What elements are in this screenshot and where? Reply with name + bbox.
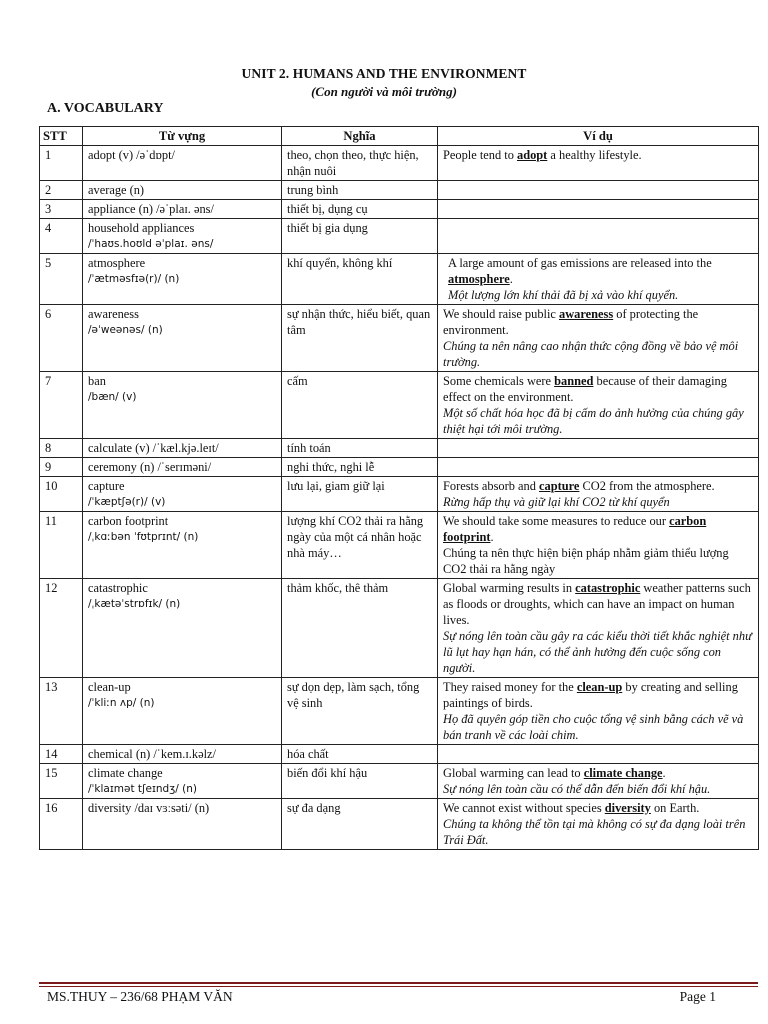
example-translation: Sự nóng lên toàn cầu gây ra các kiểu thời tiết khắc nghiệt như lũ lụt hay hạn hán, có thể ảnh hưởng đến cuộc sống con người. <box>443 629 752 675</box>
example-text: We should raise public <box>443 307 559 321</box>
vocab-example-cell <box>438 764 759 799</box>
vocab-word-cell <box>83 372 282 439</box>
example-keyword: clean-up <box>576 680 623 694</box>
table-row <box>40 799 759 850</box>
vocab-meaning: trung bình <box>282 181 438 200</box>
example-keyword: adopt <box>517 148 548 162</box>
table-row <box>40 219 759 254</box>
vocab-pronunciation: /bæn/ (v) <box>88 391 137 403</box>
vocab-pronunciation: /ˈkliːn ʌp/ (n) <box>88 697 155 709</box>
row-number: 9 <box>40 458 83 477</box>
vocab-pronunciation: /ˌkɑːbən ˈfʊtprɪnt/ (n) <box>88 531 199 543</box>
example-translation: Chúng ta nên thực hiện biện pháp nhằm giảm thiểu lượng CO2 thải ra hằng ngày <box>443 546 729 576</box>
vocab-word: appliance (n) /əˈplaɪ. əns/ <box>88 202 214 216</box>
vocab-word: calculate (v) /ˈkæl.kjə.leɪt/ <box>88 441 219 455</box>
table-row <box>40 305 759 372</box>
example-translation: Chúng ta nên nâng cao nhận thức cộng đồng về bảo vệ môi trường. <box>443 339 739 369</box>
vocab-example-cell <box>438 678 759 745</box>
vocab-meaning: hóa chất <box>282 745 438 764</box>
unit-title: UNIT 2. HUMANS AND THE ENVIRONMENT <box>241 66 527 81</box>
vocab-pronunciation: /ˈklaɪmət tʃeɪndʒ/ (n) <box>88 783 198 795</box>
vocab-pronunciation: /ˌkætəˈstrɒfɪk/ (n) <box>88 598 181 610</box>
vocab-word: diversity /daɪ vɜːsəti/ (n) <box>88 801 210 815</box>
vocab-word-cell <box>83 219 282 254</box>
vocab-example-cell <box>438 372 759 439</box>
example-translation: Sự nóng lên toàn cầu có thể dẫn đến biến đổi khí hậu. <box>443 782 711 796</box>
vocab-pronunciation: /ˈhaʊs.hoʊld əˈplaɪ. əns/ <box>88 238 214 250</box>
table-row <box>40 254 759 305</box>
table-row <box>40 439 759 458</box>
vocab-word-cell <box>83 579 282 678</box>
example-keyword: catastrophic <box>575 581 641 595</box>
footer-divider <box>39 982 758 984</box>
vocab-meaning: khí quyển, không khí <box>282 254 438 305</box>
vocab-word-cell <box>83 745 282 764</box>
header-word: Từ vựng <box>83 127 282 146</box>
example-text: Global warming results in <box>443 581 576 595</box>
table-row <box>40 678 759 745</box>
vocab-word: clean-up <box>88 680 131 694</box>
example-text: People tend to <box>443 148 517 162</box>
table-row <box>40 372 759 439</box>
example-text-end: of protecting the environment. <box>443 307 699 337</box>
vocab-word-cell <box>83 678 282 745</box>
table-row <box>40 764 759 799</box>
vocab-word-cell <box>83 200 282 219</box>
row-number: 7 <box>40 372 83 439</box>
example-text-end: weather patterns such as floods or droughts, which can have an impact on human lives. <box>443 581 751 627</box>
table-row <box>40 477 759 512</box>
vocab-word: household appliances <box>88 221 195 235</box>
vocab-example-cell <box>438 458 759 477</box>
example-text-end: . <box>509 272 513 286</box>
vocab-meaning: sự nhận thức, hiểu biết, quan tâm <box>282 305 438 372</box>
vocab-pronunciation: /əˈweənəs/ (n) <box>88 324 163 336</box>
example-text-end: because of their damaging effect on the environment. <box>443 374 727 404</box>
vocab-word-cell <box>83 305 282 372</box>
vocab-example-cell <box>438 579 759 678</box>
row-number: 4 <box>40 219 83 254</box>
vocab-word-cell <box>83 477 282 512</box>
vocab-example-cell <box>438 799 759 850</box>
vocab-word: awareness <box>88 307 139 321</box>
vocab-word-cell <box>83 181 282 200</box>
vocab-meaning: lượng khí CO2 thải ra hằng ngày của một cá nhân hoặc nhà máy… <box>282 512 438 579</box>
row-number: 6 <box>40 305 83 372</box>
vocab-pronunciation: /ˈkæptʃə(r)/ (v) <box>88 496 166 508</box>
example-text-end: on Earth. <box>650 801 700 815</box>
row-number: 8 <box>40 439 83 458</box>
vocab-example-cell <box>438 181 759 200</box>
vocab-word-cell <box>83 799 282 850</box>
vocab-meaning: thảm khốc, thê thảm <box>282 579 438 678</box>
row-number: 2 <box>40 181 83 200</box>
example-keyword: capture <box>539 479 580 493</box>
example-keyword: atmosphere <box>448 272 510 286</box>
example-keyword: diversity <box>604 801 651 815</box>
table-row <box>40 146 759 181</box>
vocab-word: climate change <box>88 766 163 780</box>
vocab-meaning: nghi thức, nghi lễ <box>282 458 438 477</box>
table-row <box>40 458 759 477</box>
row-number: 15 <box>40 764 83 799</box>
vocab-word: adopt (v) /əˈdɒpt/ <box>88 148 175 162</box>
row-number: 5 <box>40 254 83 305</box>
table-row <box>40 181 759 200</box>
example-text-end: CO2 from the atmosphere. <box>579 479 715 493</box>
example-text: We should take some measures to reduce our <box>443 514 670 528</box>
example-text-end: . <box>662 766 666 780</box>
vocab-word-cell <box>83 458 282 477</box>
vocabulary-table <box>39 126 759 850</box>
row-number: 16 <box>40 799 83 850</box>
table-row <box>40 512 759 579</box>
vocab-meaning: sự đa dạng <box>282 799 438 850</box>
example-text: Forests absorb and <box>443 479 540 493</box>
table-row <box>40 579 759 678</box>
vocab-example-cell <box>438 219 759 254</box>
vocab-word: carbon footprint <box>88 514 169 528</box>
vocab-meaning: theo, chọn theo, thực hiện, nhận nuôi <box>282 146 438 181</box>
vocab-example-cell <box>438 745 759 764</box>
example-text: A large amount of gas emissions are released into the <box>448 256 712 270</box>
row-number: 12 <box>40 579 83 678</box>
vocab-example-cell <box>438 146 759 181</box>
row-number: 11 <box>40 512 83 579</box>
example-keyword: banned <box>554 374 594 388</box>
vocab-word: average (n) <box>88 183 145 197</box>
example-keyword: climate change <box>583 766 663 780</box>
example-translation: Rừng hấp thụ và giữ lại khí CO2 từ khí quyển <box>443 495 670 509</box>
vocab-example-cell <box>438 477 759 512</box>
example-keyword: awareness <box>559 307 614 321</box>
header-example: Ví dụ <box>438 127 759 146</box>
example-keyword: carbon footprint <box>443 514 707 544</box>
vocab-meaning: lưu lại, giam giữ lại <box>282 477 438 512</box>
vocab-example-cell <box>438 439 759 458</box>
footer-divider-thin <box>39 986 758 987</box>
example-translation: Họ đã quyên góp tiền cho cuộc tổng vệ sinh bằng cách vẽ và bán tranh về các loài chim. <box>443 712 744 742</box>
vocab-word: catastrophic <box>88 581 148 595</box>
row-number: 14 <box>40 745 83 764</box>
row-number: 3 <box>40 200 83 219</box>
vocab-word: ceremony (n) /ˈserɪməni/ <box>88 460 212 474</box>
vocab-word: chemical (n) /ˈkem.ɪ.kəlz/ <box>88 747 216 761</box>
table-row <box>40 745 759 764</box>
vocab-example-cell <box>438 512 759 579</box>
vocab-meaning: thiết bị gia dụng <box>282 219 438 254</box>
row-number: 1 <box>40 146 83 181</box>
vocab-word-cell <box>83 439 282 458</box>
header-meaning: Nghĩa <box>282 127 438 146</box>
vocab-meaning: tính toán <box>282 439 438 458</box>
table-row <box>40 200 759 219</box>
header-stt: STT <box>40 127 83 146</box>
vocab-meaning: thiết bị, dụng cụ <box>282 200 438 219</box>
example-text-end: . <box>490 530 494 544</box>
vocab-word-cell <box>83 512 282 579</box>
vocab-meaning: biến đổi khí hậu <box>282 764 438 799</box>
unit-subtitle: (Con người và môi trường) <box>311 84 457 99</box>
example-text: We cannot exist without species <box>443 801 605 815</box>
row-number: 10 <box>40 477 83 512</box>
table-header-row <box>40 127 759 146</box>
row-number: 13 <box>40 678 83 745</box>
example-text: They raised money for the <box>443 680 577 694</box>
footer-author: MS.THUY – 236/68 PHẠM VĂN <box>47 989 233 1004</box>
vocab-word-cell <box>83 146 282 181</box>
vocabulary-rows <box>40 146 759 850</box>
example-text: Some chemicals were <box>443 374 555 388</box>
vocab-word: capture <box>88 479 125 493</box>
example-text: Global warming can lead to <box>443 766 584 780</box>
vocab-word: ban <box>88 374 106 388</box>
vocab-meaning: cấm <box>282 372 438 439</box>
section-heading: A. VOCABULARY <box>47 101 164 116</box>
vocab-pronunciation: /ˈætməsfɪə(r)/ (n) <box>88 273 180 285</box>
example-text-end: a healthy lifestyle. <box>547 148 642 162</box>
vocab-meaning: sự dọn dẹp, làm sạch, tổng vệ sinh <box>282 678 438 745</box>
example-translation: Một lượng lớn khí thải đã bị xả vào khí quyển. <box>448 288 679 302</box>
vocab-example-cell <box>438 200 759 219</box>
example-translation: Một số chất hóa học đã bị cấm do ảnh hưởng của chúng gây thiệt hại tới môi trường. <box>443 406 744 436</box>
vocab-example-cell <box>438 254 759 305</box>
example-translation: Chúng ta không thể tồn tại mà không có sự đa dạng loài trên Trái Đất. <box>443 817 746 847</box>
vocab-word: atmosphere <box>88 256 146 270</box>
vocab-word-cell <box>83 764 282 799</box>
example-text-end: by creating and selling paintings of birds. <box>443 680 738 710</box>
footer-page-number: Page 1 <box>679 989 716 1004</box>
vocab-example-cell <box>438 305 759 372</box>
vocab-word-cell <box>83 254 282 305</box>
